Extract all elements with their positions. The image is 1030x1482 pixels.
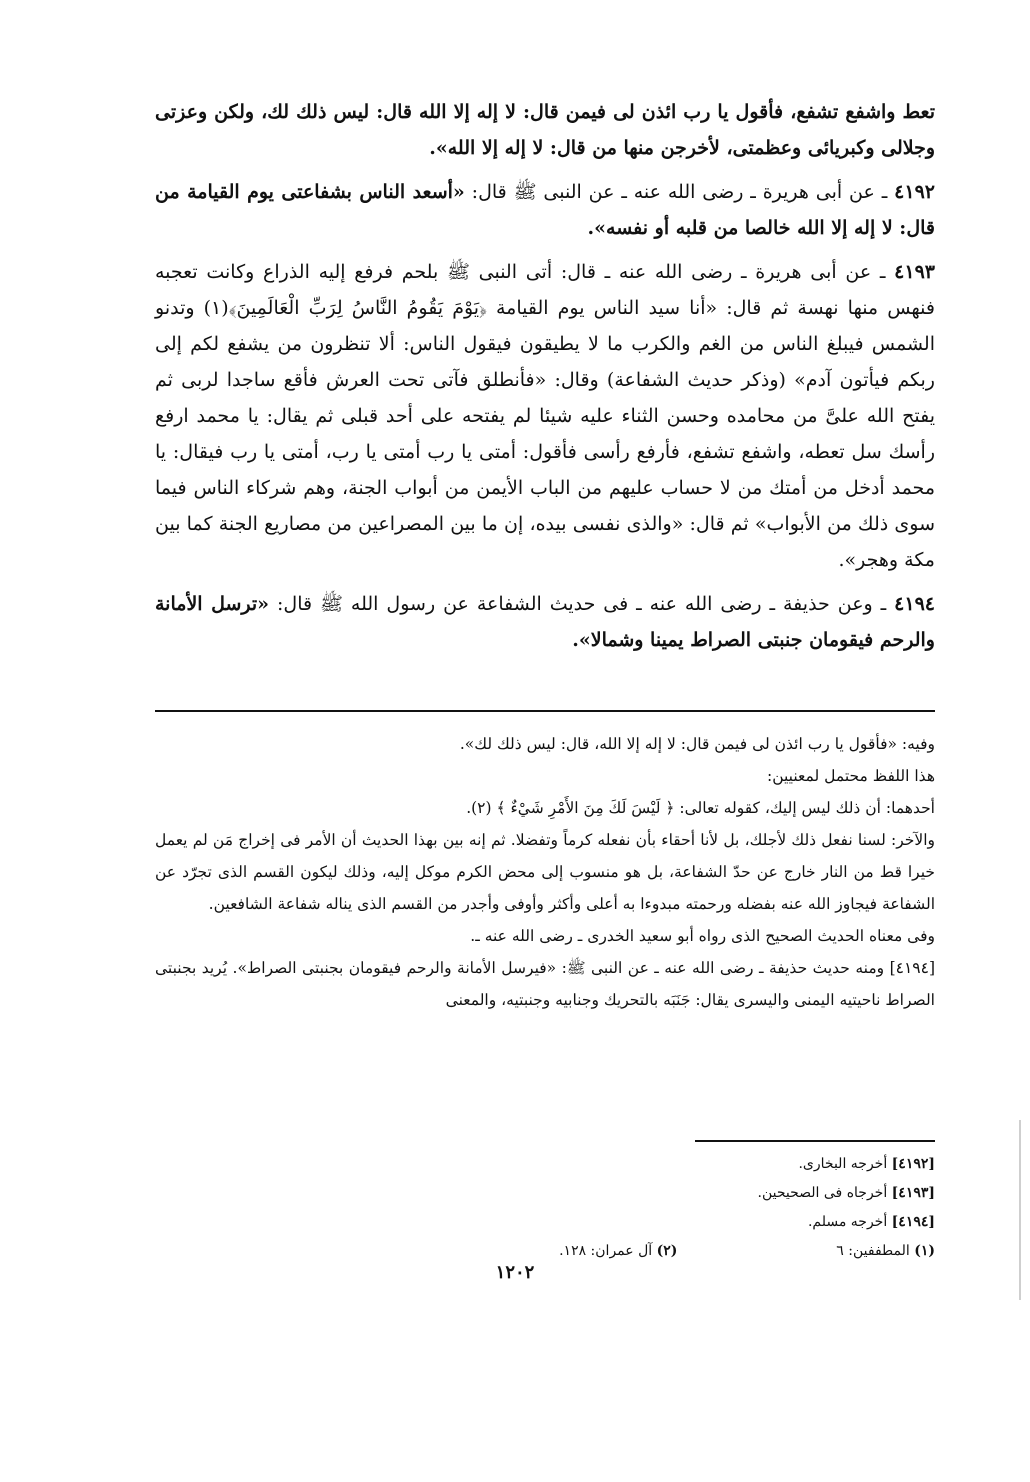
hadith-quote: «أسعد الناس بشفاعتى يوم القيامة من قال: لا إله إلا الله خالصا من قلبه أو نفسه». <box>155 181 935 239</box>
hadith-text: ـ عن أبى هريرة ـ رضى الله عنه ـ قال: أتى النبى ﷺ بلحم فرفع إليه الذراع وكانت تعجبه فنهس منها نهسة ثم قال: «أنا سيد الناس يوم القيامة ﴿يَوْمَ يَقُومُ النَّاسُ لِرَبِّ الْعَالَمِينَ﴾(١) وتدنو الشمس فيبلغ الناس من الغم والكرب ما لا يطيقون فيقول الناس: ألا تنظرون من يشفع لكم إلى ربكم فيأتون آدم» (وذكر حديث الشفاعة) وقال: «فأنطلق فآتى تحت العرش فأقع ساجدا لربى ثم يفتح الله علىَّ من محامده وحسن الثناء عليه شيئا لم يفتحه على أحد قبلى ثم يقال: يا محمد ارفع رأسك سل تعطه، واشفع تشفع، فأرفع رأسى فأقول: أمتى يا رب أمتى يا رب، أمتى يا رب فيقال: يا محمد أدخل من أمتك من لا حساب عليهم من الباب الأيمن من أبواب الجنة، وهم شركاء الناس فيما سوى ذلك من الأبواب» ثم قال: «والذى نفسى بيده، إن ما بين المصراعين من مصاريع الجنة كما بين مكة وهجر». <box>155 261 935 571</box>
commentary-text <box>155 728 935 1016</box>
commentary-line: هذا اللفظ محتمل لمعنيين: <box>766 767 935 785</box>
hadith-quote: «ترسل الأمانة والرحم فيقومان جنبتى الصراط يمينا وشمالا». <box>155 593 935 651</box>
footnote-divider <box>695 1140 935 1142</box>
scan-artifact-line <box>1019 1120 1021 1300</box>
commentary-paragraph: [٤١٩٤] ومنه حديث حذيفة ـ رضى الله عنه ـ عن النبى ﷺ: «فيرسل الأمانة والرحم فيقومان بجنبتى الصراط». يُريد بجنبتى الصراط ناحيتيه اليمنى واليسرى يقال: جَنَبَه بالتحريك وجنابيه وجنبتيه، والمعنى <box>155 959 935 1009</box>
quran-references: (١) المطففين: ٦ (٢) آل عمران: ١٢٨. <box>559 1243 935 1259</box>
commentary-paragraph: والآخر: لسنا نفعل ذلك لأجلك، بل لأنا أحقاء بأن نفعله كرماً وتفضلا. ثم إنه بين بهذا الحديث أن الأمر فى إخراج مَن لم يعمل خيرا قط من النار خارج عن حدّ الشفاعة، بل هو منسوب إلى محض الكرم موكل إليه، وذلك ليكون القسم الذى تجرّد عن الشفاعة فيجاوز الله عنه بفضله ورحمته مبدوءا به أعلى وأكثر وأوفى وأجدر من القسم الذى يناله شفاعة الشافعين. <box>155 831 935 913</box>
footnotes <box>155 1150 935 1266</box>
hadith-4193 <box>155 254 935 578</box>
hadith-number: ٤١٩٤ <box>894 593 935 615</box>
footnote: [٤١٩٣] أخرجاه فى الصحيحين. <box>757 1185 935 1201</box>
commentary-line: وفى معناه الحديث الصحيح الذى رواه أبو سعيد الخدرى ـ رضى الله عنه ـ. <box>470 927 935 945</box>
hadith-intro: ـ وعن حذيفة ـ رضى الله عنه ـ فى حديث الشفاعة عن رسول الله ﷺ قال: <box>277 593 887 615</box>
commentary-line: أحدهما: أن ذلك ليس إليك، كقوله تعالى: ﴿ لَيْسَ لَكَ مِنَ الأَمْرِ شَيْءٌ ﴾ (٢). <box>466 799 935 817</box>
hadith-4192 <box>155 174 935 246</box>
paragraph-continuation: تعط واشفع تشفع، فأقول يا رب ائذن لى فيمن قال: لا إله إلا الله قال: ليس ذلك لك، ولكن وعزتى وجلالى وكبريائى وعظمتى، لأخرجن منها من قال: لا إله إلا الله». <box>155 101 935 159</box>
main-text <box>155 94 935 658</box>
footnote: [٤١٩٤] أخرجه مسلم. <box>807 1214 935 1230</box>
hadith-4194 <box>155 586 935 658</box>
page-number: ١٢٠٢ <box>495 1262 535 1283</box>
commentary-line: وفيه: «فأقول يا رب ائذن لى فيمن قال: لا إله إلا الله، قال: ليس ذلك لك». <box>459 735 935 753</box>
section-divider <box>155 710 935 712</box>
hadith-intro: ـ عن أبى هريرة ـ رضى الله عنه ـ عن النبى ﷺ قال: <box>471 181 888 203</box>
footnote: [٤١٩٢] أخرجه البخارى. <box>798 1156 935 1172</box>
hadith-number: ٤١٩٣ <box>894 261 935 283</box>
hadith-number: ٤١٩٢ <box>894 181 935 203</box>
